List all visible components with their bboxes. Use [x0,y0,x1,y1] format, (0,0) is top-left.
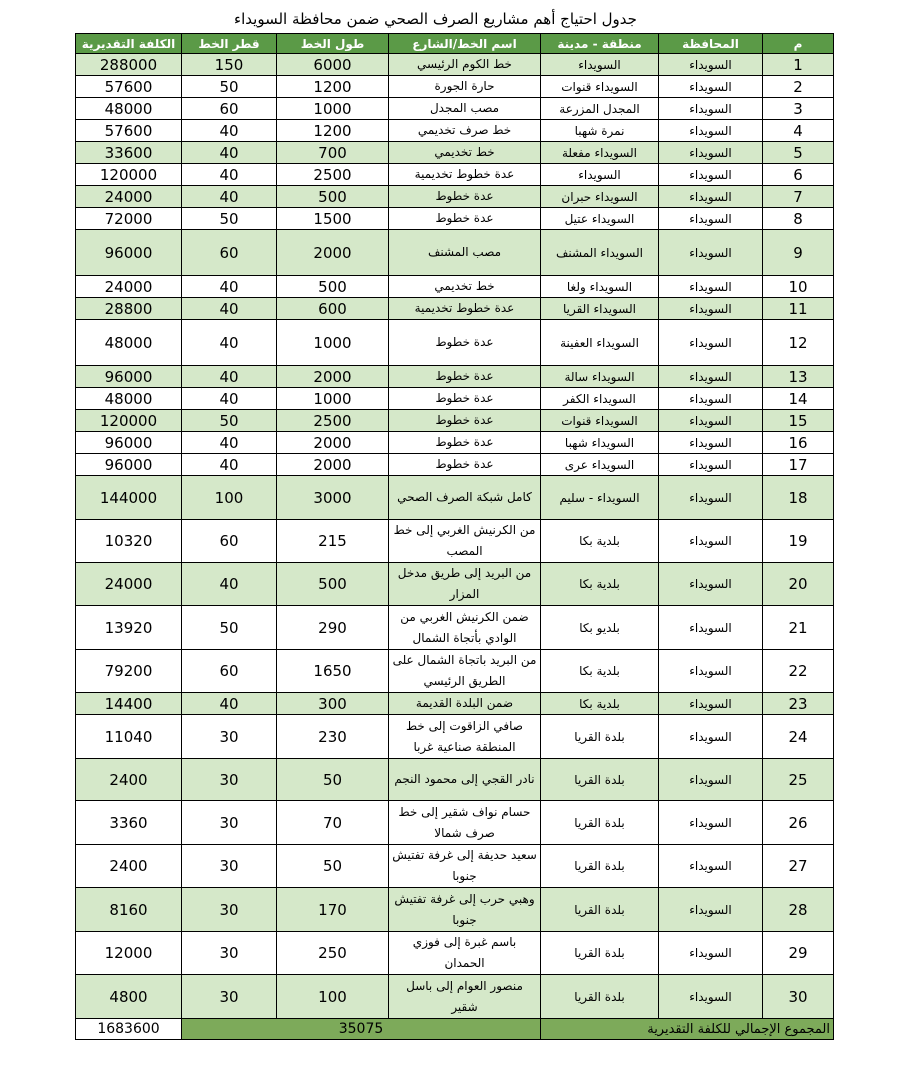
row-index-cell: 10 [763,276,834,298]
table-row [76,366,834,388]
row-index-cell: 11 [763,298,834,320]
table-row [76,432,834,454]
street-cell: صافي الزاقوت إلى خط المنطقة صناعية غربا [389,715,541,759]
cost-cell: 288000 [76,54,182,76]
diameter-cell: 40 [182,454,277,476]
cost-cell: 10320 [76,520,182,563]
table-row [76,208,834,230]
diameter-cell: 100 [182,476,277,520]
diameter-cell: 30 [182,975,277,1019]
table-row [76,230,834,276]
length-cell: 230 [277,715,389,759]
area-cell: السويداء قنوات [541,76,659,98]
diameter-cell: 40 [182,693,277,715]
row-index-cell: 28 [763,888,834,932]
table-row [76,276,834,298]
street-cell: عدة خطوط [389,410,541,432]
governorate-cell: السويداء [659,845,763,888]
diameter-cell: 60 [182,230,277,276]
cost-cell: 2400 [76,845,182,888]
row-index-cell: 19 [763,520,834,563]
table-row [76,120,834,142]
governorate-cell: السويداء [659,563,763,606]
length-cell: 2000 [277,366,389,388]
governorate-cell: السويداء [659,164,763,186]
length-cell: 250 [277,932,389,975]
diameter-cell: 40 [182,432,277,454]
governorate-cell: السويداء [659,186,763,208]
diameter-cell: 50 [182,410,277,432]
governorate-cell: السويداء [659,888,763,932]
table-row [76,54,834,76]
length-cell: 50 [277,845,389,888]
governorate-cell: السويداء [659,366,763,388]
total-row [76,1019,834,1040]
length-cell: 600 [277,298,389,320]
cost-cell: 96000 [76,366,182,388]
governorate-cell: السويداء [659,320,763,366]
row-index-cell: 26 [763,801,834,845]
governorate-cell: السويداء [659,142,763,164]
length-cell: 3000 [277,476,389,520]
row-index-cell: 14 [763,388,834,410]
street-cell: منصور العوام إلى باسل شقير [389,975,541,1019]
diameter-cell: 40 [182,120,277,142]
street-cell: عدة خطوط تخديمية [389,298,541,320]
street-cell: مصب المجدل [389,98,541,120]
diameter-cell: 60 [182,650,277,693]
table-row [76,801,834,845]
row-index-cell: 5 [763,142,834,164]
cost-cell: 24000 [76,563,182,606]
street-cell: خط صرف تخديمي [389,120,541,142]
street-cell: كامل شبكة الصرف الصحي [389,476,541,520]
row-index-cell: 4 [763,120,834,142]
governorate-cell: السويداء [659,520,763,563]
table-title [0,10,911,28]
area-cell: بلدية بكا [541,693,659,715]
governorate-cell: السويداء [659,715,763,759]
governorate-cell: السويداء [659,276,763,298]
street-cell: عدة خطوط [389,432,541,454]
area-cell: السويداء سالة [541,366,659,388]
area-cell: السويداء حبران [541,186,659,208]
governorate-cell: السويداء [659,454,763,476]
diameter-cell: 60 [182,520,277,563]
governorate-cell: السويداء [659,76,763,98]
area-cell: بلدة القريا [541,715,659,759]
area-cell: السويداء [541,164,659,186]
length-cell: 70 [277,801,389,845]
length-cell: 215 [277,520,389,563]
governorate-cell: السويداء [659,801,763,845]
governorate-cell: السويداء [659,98,763,120]
cost-cell: 48000 [76,388,182,410]
diameter-cell: 40 [182,142,277,164]
total-label: المجموع الإجمالي للكلفة التقديرية [541,1019,834,1040]
table-header-row [76,34,834,54]
street-cell: خط تخديمي [389,142,541,164]
area-cell: السويداء مفعلة [541,142,659,164]
diameter-cell: 150 [182,54,277,76]
area-cell: السويداء ولغا [541,276,659,298]
table-row [76,845,834,888]
table-row [76,454,834,476]
length-cell: 2000 [277,432,389,454]
area-cell: السويداء عرى [541,454,659,476]
header-length: طول الخط [277,34,389,54]
cost-cell: 8160 [76,888,182,932]
cost-cell: 3360 [76,801,182,845]
length-cell: 170 [277,888,389,932]
length-cell: 1000 [277,320,389,366]
area-cell: بلدة القريا [541,801,659,845]
area-cell: السويداء - سليم [541,476,659,520]
row-index-cell: 30 [763,975,834,1019]
area-cell: بلدة القريا [541,759,659,801]
cost-cell: 72000 [76,208,182,230]
row-index-cell: 15 [763,410,834,432]
street-cell: عدة خطوط [389,454,541,476]
table-row [76,650,834,693]
header-diameter: قطر الخط [182,34,277,54]
header-cost: الكلفة التقديرية [76,34,182,54]
total-cost: 1683600 [76,1019,182,1040]
governorate-cell: السويداء [659,932,763,975]
length-cell: 700 [277,142,389,164]
area-cell: بلدة القريا [541,888,659,932]
cost-cell: 120000 [76,410,182,432]
table-row [76,715,834,759]
street-cell: خط الكوم الرئيسي [389,54,541,76]
street-cell: ضمن البلدة القديمة [389,693,541,715]
area-cell: بلدية بكا [541,563,659,606]
row-index-cell: 23 [763,693,834,715]
diameter-cell: 40 [182,366,277,388]
row-index-cell: 12 [763,320,834,366]
cost-cell: 12000 [76,932,182,975]
governorate-cell: السويداء [659,606,763,650]
cost-cell: 28800 [76,298,182,320]
area-cell: السويداء قنوات [541,410,659,432]
length-cell: 500 [277,186,389,208]
area-cell: بلدية بكا [541,650,659,693]
table-row [76,693,834,715]
length-cell: 500 [277,276,389,298]
governorate-cell: السويداء [659,388,763,410]
cost-cell: 11040 [76,715,182,759]
length-cell: 2500 [277,164,389,186]
table-row [76,476,834,520]
cost-cell: 96000 [76,230,182,276]
area-cell: السويداء الكفر [541,388,659,410]
street-cell: عدة خطوط [389,186,541,208]
street-cell: عدة خطوط [389,388,541,410]
length-cell: 1000 [277,388,389,410]
cost-cell: 24000 [76,276,182,298]
street-cell: ضمن الكرنيش الغربي من الوادي بأتجاة الشمال [389,606,541,650]
street-cell: وهبي حرب إلى غرفة تفتيش جنوبا [389,888,541,932]
diameter-cell: 30 [182,888,277,932]
cost-cell: 2400 [76,759,182,801]
area-cell: السويداء العفينة [541,320,659,366]
row-index-cell: 21 [763,606,834,650]
cost-cell: 96000 [76,432,182,454]
cost-cell: 4800 [76,975,182,1019]
area-cell: المجدل المزرعة [541,98,659,120]
length-cell: 6000 [277,54,389,76]
table-row [76,164,834,186]
diameter-cell: 30 [182,932,277,975]
length-cell: 1200 [277,76,389,98]
header-area: منطقة - مدينة [541,34,659,54]
governorate-cell: السويداء [659,650,763,693]
street-cell: عدة خطوط [389,320,541,366]
street-cell: عدة خطوط تخديمية [389,164,541,186]
diameter-cell: 40 [182,298,277,320]
length-cell: 290 [277,606,389,650]
row-index-cell: 29 [763,932,834,975]
area-cell: بلدية بكا [541,520,659,563]
diameter-cell: 40 [182,164,277,186]
street-cell: مصب المشنف [389,230,541,276]
table-title-text: جدول احتياج أهم مشاريع الصرف الصحي ضمن محافظة السويداء [234,10,637,28]
governorate-cell: السويداء [659,410,763,432]
row-index-cell: 1 [763,54,834,76]
length-cell: 50 [277,759,389,801]
street-cell: سعيد حديفة إلى غرفة تفتيش جنوبا [389,845,541,888]
diameter-cell: 60 [182,98,277,120]
cost-cell: 48000 [76,320,182,366]
length-cell: 2000 [277,230,389,276]
table-row [76,142,834,164]
row-index-cell: 17 [763,454,834,476]
governorate-cell: السويداء [659,476,763,520]
table-row [76,520,834,563]
row-index-cell: 16 [763,432,834,454]
area-cell: بلديو بكا [541,606,659,650]
table-row [76,186,834,208]
area-cell: السويداء شهبا [541,432,659,454]
length-cell: 1200 [277,120,389,142]
cost-cell: 14400 [76,693,182,715]
street-cell: نادر القجي إلى محمود النجم [389,759,541,801]
diameter-cell: 40 [182,276,277,298]
area-cell: السويداء القريا [541,298,659,320]
row-index-cell: 25 [763,759,834,801]
table-row [76,932,834,975]
table-row [76,320,834,366]
table-body [76,54,834,1040]
area-cell: السويداء المشنف [541,230,659,276]
row-index-cell: 24 [763,715,834,759]
area-cell: بلدة القريا [541,932,659,975]
projects-table [75,33,834,1040]
cost-cell: 144000 [76,476,182,520]
length-cell: 1000 [277,98,389,120]
area-cell: بلدة القريا [541,975,659,1019]
row-index-cell: 27 [763,845,834,888]
governorate-cell: السويداء [659,298,763,320]
cost-cell: 57600 [76,76,182,98]
governorate-cell: السويداء [659,208,763,230]
table-row [76,410,834,432]
street-cell: حسام نواف شقير إلى خط صرف شمالا [389,801,541,845]
governorate-cell: السويداء [659,54,763,76]
street-cell: من الكرنيش الغربي إلى خط المصب [389,520,541,563]
governorate-cell: السويداء [659,693,763,715]
row-index-cell: 18 [763,476,834,520]
diameter-cell: 30 [182,759,277,801]
table-row [76,759,834,801]
diameter-cell: 30 [182,715,277,759]
diameter-cell: 40 [182,320,277,366]
diameter-cell: 30 [182,801,277,845]
diameter-cell: 40 [182,388,277,410]
table-row [76,975,834,1019]
row-index-cell: 13 [763,366,834,388]
length-cell: 1500 [277,208,389,230]
street-cell: من البريد إلى طريق مدخل المزار [389,563,541,606]
diameter-cell: 40 [182,186,277,208]
cost-cell: 120000 [76,164,182,186]
area-cell: بلدة القريا [541,845,659,888]
governorate-cell: السويداء [659,120,763,142]
length-cell: 1650 [277,650,389,693]
governorate-cell: السويداء [659,230,763,276]
diameter-cell: 40 [182,563,277,606]
header-governorate: المحافظة [659,34,763,54]
cost-cell: 33600 [76,142,182,164]
area-cell: السويداء عتيل [541,208,659,230]
length-cell: 100 [277,975,389,1019]
row-index-cell: 20 [763,563,834,606]
header-street: اسم الخط/الشارع [389,34,541,54]
row-index-cell: 9 [763,230,834,276]
total-length: 35075 [182,1019,541,1040]
row-index-cell: 2 [763,76,834,98]
street-cell: عدة خطوط [389,208,541,230]
table-row [76,298,834,320]
cost-cell: 13920 [76,606,182,650]
table-row [76,98,834,120]
row-index-cell: 8 [763,208,834,230]
area-cell: نمرة شهبا [541,120,659,142]
table-row [76,388,834,410]
table-row [76,76,834,98]
diameter-cell: 30 [182,845,277,888]
cost-cell: 48000 [76,98,182,120]
cost-cell: 24000 [76,186,182,208]
row-index-cell: 6 [763,164,834,186]
area-cell: السويداء [541,54,659,76]
governorate-cell: السويداء [659,975,763,1019]
table-row [76,888,834,932]
header-index: م [763,34,834,54]
street-cell: من البريد باتجاة الشمال على الطريق الرئيسي [389,650,541,693]
diameter-cell: 50 [182,76,277,98]
street-cell: حارة الجورة [389,76,541,98]
cost-cell: 57600 [76,120,182,142]
table-row [76,563,834,606]
length-cell: 500 [277,563,389,606]
diameter-cell: 50 [182,208,277,230]
table-row [76,606,834,650]
street-cell: خط تخديمي [389,276,541,298]
diameter-cell: 50 [182,606,277,650]
length-cell: 2000 [277,454,389,476]
governorate-cell: السويداء [659,432,763,454]
street-cell: باسم غبرة إلى فوزي الحمدان [389,932,541,975]
length-cell: 300 [277,693,389,715]
cost-cell: 96000 [76,454,182,476]
street-cell: عدة خطوط [389,366,541,388]
row-index-cell: 22 [763,650,834,693]
row-index-cell: 3 [763,98,834,120]
row-index-cell: 7 [763,186,834,208]
governorate-cell: السويداء [659,759,763,801]
length-cell: 2500 [277,410,389,432]
cost-cell: 79200 [76,650,182,693]
